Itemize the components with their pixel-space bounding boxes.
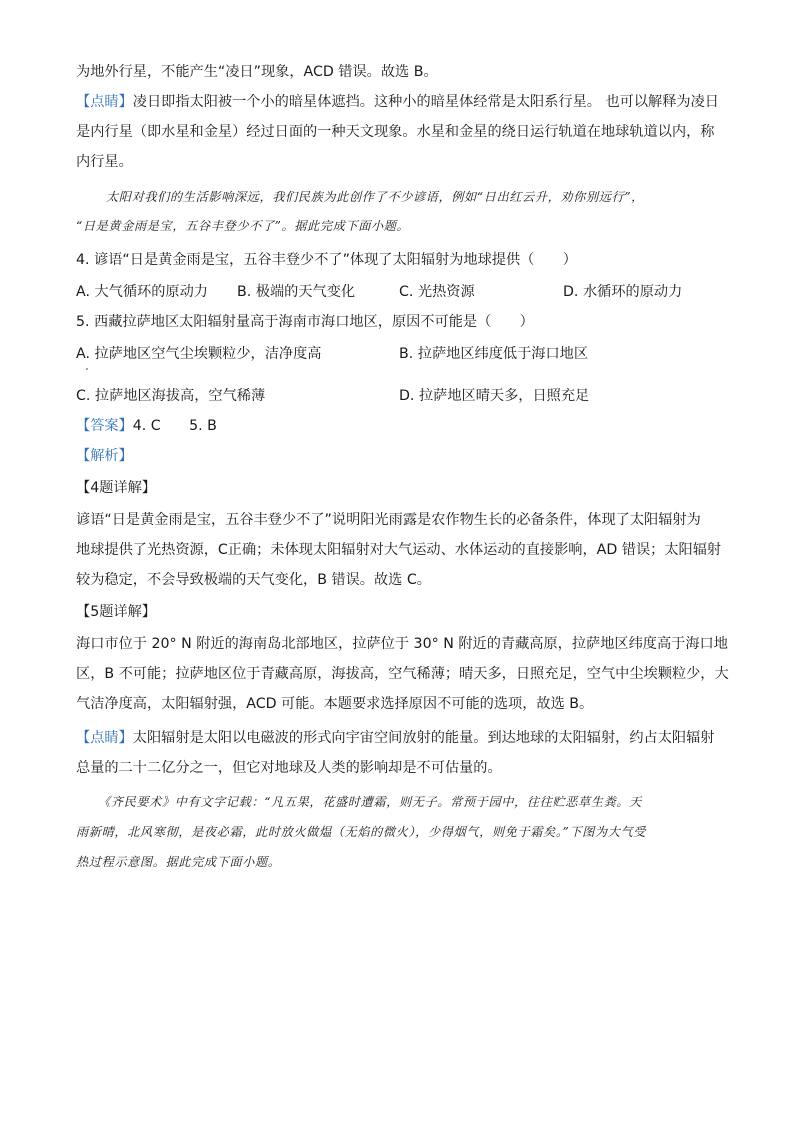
tip-paragraph bbox=[76, 92, 719, 112]
text-line: 谚语“日是黄金雨是宝，五谷丰登少不了”说明阳光雨露是农作物生长的必备条件，体现了太阳辐射为 bbox=[76, 512, 701, 528]
text-line: 总量的二十二亿分之一，但它对地球及人类的影响却是不可估量的。 bbox=[76, 760, 502, 776]
q4-option-a: A. 大气循环的原动力 bbox=[76, 284, 208, 300]
text-line: 是内行星（即水星和金星）经过日面的一种天文现象。水星和金星的绕日运行轨道在地球轨道以内，称 bbox=[76, 124, 715, 140]
text-line: 为地外行星，不能产生“凌日”现象，ACD 错误。故选 B。 bbox=[76, 64, 438, 80]
text-line: 海口市位于 20° N 附近的海南岛北部地区，拉萨位于 30° N 附近的青藏高原，拉萨地区纬度高于海口地 bbox=[76, 636, 728, 652]
passage-line: 雨新晴，北风寒彻，是夜必霜，此时放火做煴（无焰的微火），少得烟气，则免于霜矣。”下图为大气受 bbox=[76, 825, 647, 839]
q4-option-d: D. 水循环的原动力 bbox=[563, 284, 683, 300]
passage-line: 《齐民要术》中有文字记载：“凡五果，花盛时遭霜，则无子。常预于园中，往往贮恶草生粪。天 bbox=[98, 795, 642, 809]
text-line: 较为稳定，不会导致极端的天气变化，B 错误。故选 C。 bbox=[76, 572, 431, 588]
text-line: 凌日即指太阳被一个小的暗星体遮挡。这种小的暗星体经常是太阳系行星。 也可以解释为凌日 bbox=[132, 94, 719, 110]
passage-line: “日是黄金雨是宝，五谷丰登少不了”。据此完成下面小题。 bbox=[76, 219, 410, 233]
tip-paragraph bbox=[76, 728, 714, 748]
text-line: 地球提供了光热资源，C正确；未体现太阳辐射对大气运动、水体运动的直接影响，AD 错误；太阳辐射 bbox=[76, 542, 722, 558]
answer-values: 4. C 5. B bbox=[132, 418, 217, 434]
passage-line: 太阳对我们的生活影响深远，我们民族为此创作了不少谚语，例如“日出红云升，劝你别远行”， bbox=[106, 190, 644, 204]
detail-5-heading: 【5题详解】 bbox=[76, 604, 156, 620]
q5-option-d: D. 拉萨地区晴天多，日照充足 bbox=[399, 388, 590, 404]
analysis-heading: 【解析】 bbox=[76, 448, 133, 464]
question-4: 4. 谚语“日是黄金雨是宝，五谷丰登少不了”体现了太阳辐射为地球提供（ ） bbox=[76, 252, 577, 268]
q4-option-b: B. 极端的天气变化 bbox=[237, 284, 356, 300]
answer-line bbox=[76, 416, 217, 436]
q5-option-a: A. 拉萨地区空气尘埃颗粒少，洁净度高 bbox=[76, 346, 322, 362]
answer-tag: 【答案】 bbox=[76, 418, 133, 434]
tip-tag: 【点睛】 bbox=[76, 730, 133, 746]
q5-option-b: B. 拉萨地区纬度低于海口地区 bbox=[399, 346, 589, 362]
text-line: 气洁净度高，太阳辐射强，ACD 可能。本题要求选择原因不可能的选项，故选 B。 bbox=[76, 696, 594, 712]
q5-option-c: C. 拉萨地区海拔高，空气稀薄 bbox=[76, 388, 266, 404]
tip-tag: 【点睛】 bbox=[76, 94, 133, 110]
text-line: 太阳辐射是太阳以电磁波的形式向宇宙空间放射的能量。到达地球的太阳辐射，约占太阳辐射 bbox=[132, 730, 715, 746]
stray-dot bbox=[86, 368, 88, 370]
text-line: 内行星。 bbox=[76, 154, 133, 170]
q4-option-c: C. 光热资源 bbox=[399, 284, 475, 300]
text-line: 区，B 不可能；拉萨地区位于青藏高原，海拔高，空气稀薄；晴天多，日照充足，空气中尘埃颗粒少，大 bbox=[76, 666, 729, 682]
passage-line: 热过程示意图。据此完成下面小题。 bbox=[76, 855, 281, 869]
detail-4-heading: 【4题详解】 bbox=[76, 480, 156, 496]
question-5: 5. 西藏拉萨地区太阳辐射量高于海南市海口地区，原因不可能是（ ） bbox=[76, 314, 534, 330]
